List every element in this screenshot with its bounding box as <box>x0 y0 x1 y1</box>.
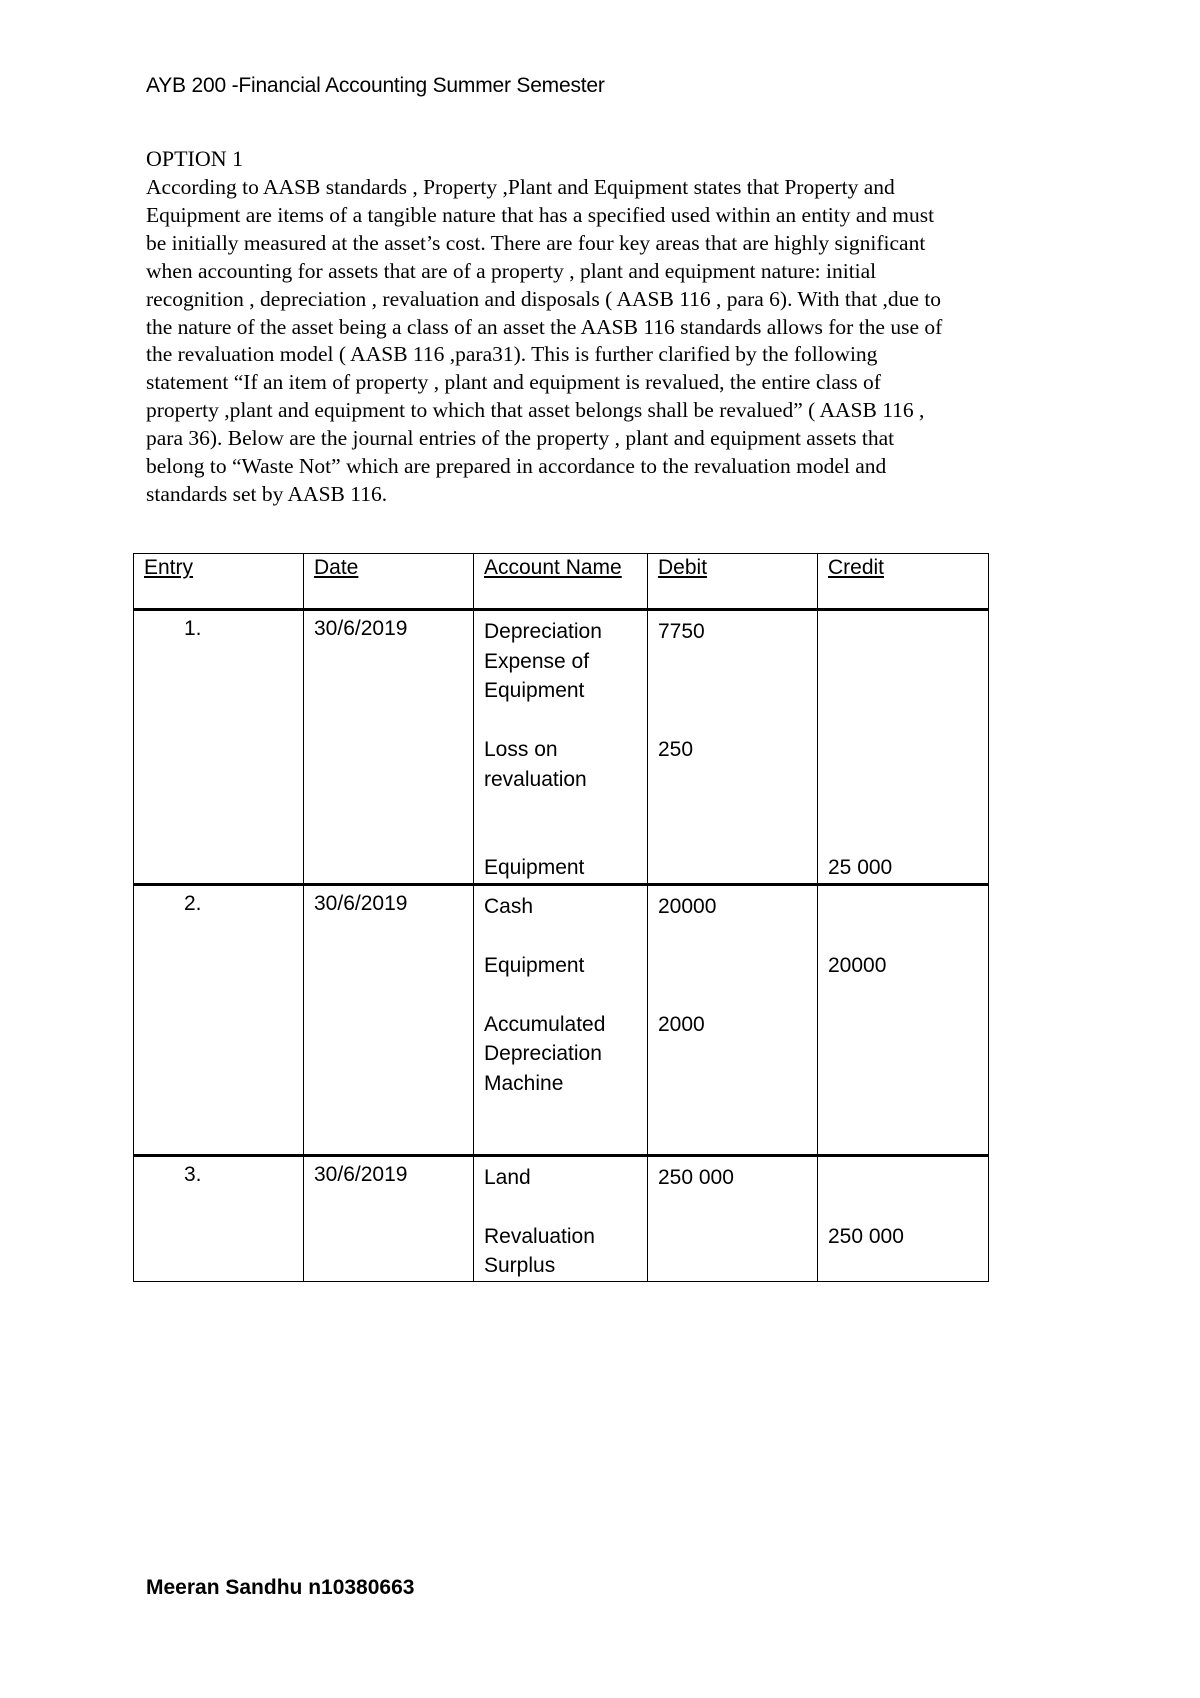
credit-value: 25 000 <box>828 856 893 879</box>
account-cell <box>474 884 648 1155</box>
account-line: Cash <box>484 894 534 918</box>
account-line: Accumulated <box>484 1012 606 1036</box>
account-line: Depreciation <box>484 620 602 643</box>
credit-value: 20000 <box>828 953 887 977</box>
paragraph-line: be initially measured at the asset’s cost. There are four key areas that are highly significant <box>146 230 926 255</box>
date-cell: 30/6/2019 <box>304 610 474 885</box>
paragraph-line: recognition , depreciation , revaluation and disposals ( AASB 116 , para 6). With that ,due to <box>146 286 942 311</box>
account-line: Surplus <box>484 1254 556 1277</box>
date-cell: 30/6/2019 <box>304 1155 474 1281</box>
credit-cell <box>818 884 989 1155</box>
debit-value: 7750 <box>658 620 705 643</box>
option-title: OPTION 1 <box>146 146 244 171</box>
account-line: Revaluation <box>484 1224 595 1248</box>
body-paragraph <box>146 174 1066 509</box>
account-line: Expense of <box>484 649 590 673</box>
paragraph-line: Equipment are items of a tangible nature that has a specified used within an entity and must <box>146 202 935 227</box>
header-credit: Credit <box>818 554 989 610</box>
paragraph-line: belong to “Waste Not” which are prepared in accordance to the revaluation model and <box>146 454 887 479</box>
account-line: Loss on <box>484 738 558 761</box>
account-cell <box>474 610 648 885</box>
account-line: revaluation <box>484 767 587 791</box>
credit-cell <box>818 1155 989 1281</box>
paragraph-line: the revaluation model ( AASB 116 ,para31). This is further clarified by the following <box>146 342 878 367</box>
debit-value: 250 000 <box>658 1165 734 1189</box>
credit-cell <box>818 610 989 885</box>
entry-cell <box>134 610 304 885</box>
paragraph-line: the nature of the asset being a class of an asset the AASB 116 standards allows for the use of <box>146 314 943 339</box>
page-footer-author: Meeran Sandhu n10380663 <box>146 1576 415 1599</box>
header-entry: Entry <box>134 554 304 610</box>
account-line: Equipment <box>484 679 585 702</box>
table-row <box>134 610 989 885</box>
page-header: AYB 200 -Financial Accounting Summer Semester <box>146 74 605 97</box>
debit-value: 20000 <box>658 894 717 918</box>
paragraph-line: statement “If an item of property , plant and equipment is revalued, the entire class of <box>146 370 881 395</box>
debit-cell <box>648 884 818 1155</box>
credit-value: 250 000 <box>828 1224 904 1248</box>
account-cell <box>474 1155 648 1281</box>
debit-cell <box>648 610 818 885</box>
paragraph-line: property ,plant and equipment to which that asset belongs shall be revalued” ( AASB 116 , <box>146 398 925 423</box>
debit-value: 250 <box>658 738 694 761</box>
account-line: Equipment <box>484 953 585 977</box>
account-line: Equipment <box>484 856 585 879</box>
entry-cell <box>134 884 304 1155</box>
debit-cell <box>648 1155 818 1281</box>
paragraph-line: According to AASB standards , Property ,Plant and Equipment states that Property and <box>146 175 895 199</box>
header-date: Date <box>304 554 474 610</box>
account-line: Depreciation <box>484 1042 602 1065</box>
table-row <box>134 884 989 1155</box>
entry-cell <box>134 1155 304 1281</box>
account-line: Machine <box>484 1071 564 1095</box>
table-header-row <box>134 554 989 610</box>
entry-number: 2. <box>184 891 202 915</box>
entry-number: 1. <box>184 617 202 640</box>
paragraph-line: para 36). Below are the journal entries of the property , plant and equipment assets that <box>146 426 895 451</box>
table-row <box>134 1155 989 1281</box>
date-cell: 30/6/2019 <box>304 884 474 1155</box>
paragraph-line: standards set by AASB 116. <box>146 481 388 506</box>
journal-entries-table <box>133 553 989 1282</box>
header-account-name: Account Name <box>474 554 648 610</box>
header-debit: Debit <box>648 554 818 610</box>
entry-number: 3. <box>184 1162 202 1186</box>
debit-value: 2000 <box>658 1012 705 1036</box>
paragraph-line: when accounting for assets that are of a property , plant and equipment nature: initial <box>146 258 877 283</box>
account-line: Land <box>484 1165 531 1189</box>
